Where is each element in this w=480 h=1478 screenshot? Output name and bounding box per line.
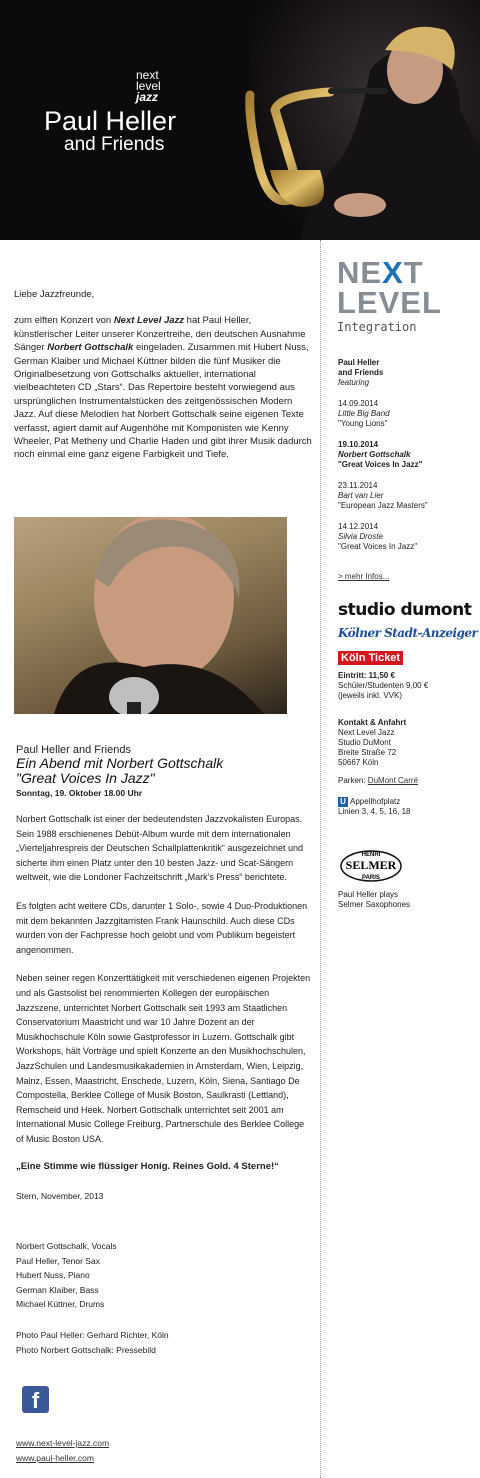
selmer-logo — [338, 848, 404, 884]
header-subtitle: and Friends — [64, 134, 165, 155]
brand-next: next — [136, 68, 159, 82]
selmer-text: Paul Heller plays Selmer Saxophones — [338, 890, 411, 909]
event-body — [16, 812, 312, 1218]
series-title: Paul Heller — [338, 358, 380, 367]
singer-photo — [14, 517, 287, 714]
link-next-level-jazz[interactable]: www.next-level-jazz.com — [16, 1438, 110, 1448]
koeln-ticket-logo: Köln Ticket — [338, 651, 403, 665]
body-paragraph-3: Neben seiner regen Konzerttätigkeit mit verschiedenen eigenen Projekten und als Gastsolist bei renommierten Kollegen der europäischen Jazzszene, unterrichtet Norbert Gottschalk seit 1993 am Staatlichen Conservatorium Maastricht und war 10 Jahre Dozent an der Musikhochschule Köln sowie Gastprofessor in Luzern. Gottschalk gibt Workshops, hält Vorträge und spielt Konzerte an den Musikhochschulen, JazzSchulen und Landesmusikakademien in Amsterdam, Wien, Leipzig, Mainz, Essen, Maastricht, Enschede, Luzern, Köln, Siena, Santiago De Compostella, Berklee College of Musik Boston, Saulkrasti (Lettland), Remscheid und Heek. Norbert Gottschalk unterrichtet seit 2001 am International Music College Freiburg, Partnerschule des Berklee College of Music Boston USA. — [16, 973, 311, 1144]
sidebar — [320, 240, 480, 1478]
photo-credit-line: Photo Paul Heller: Gerhard Richter, Köln — [16, 1330, 169, 1340]
credit-line: Paul Heller, Tenor Sax — [16, 1255, 100, 1266]
photo-credits — [16, 1328, 312, 1357]
event-organizer: Paul Heller and Friends — [16, 744, 131, 756]
admission-info: Eintritt: 11,50 € Schüler/Studenten 9,00 € (jeweils inkl. VVK) — [338, 671, 429, 700]
series-featuring: featuring — [338, 378, 370, 387]
more-info-link[interactable]: > mehr Infos... — [338, 572, 390, 581]
event-headline: Ein Abend mit Norbert Gottschalk — [16, 755, 224, 771]
series-event: 14.12.2014 Silvia Droste "Great Voices In Jazz" — [338, 522, 418, 551]
concert-series — [338, 358, 478, 582]
next-level-integration-logo — [337, 255, 442, 334]
facebook-icon[interactable]: f — [22, 1386, 49, 1413]
press-quote: „Eine Stimme wie flüssiger Honig. Reines Gold. 4 Sterne!“ — [16, 1161, 279, 1173]
next-level-jazz-wordmark — [136, 70, 196, 103]
header-title: Paul Heller — [44, 106, 177, 136]
logo-next: NEXT — [337, 255, 424, 290]
koelner-stadt-anzeiger-logo: Kölner Stadt-Anzeiger — [338, 626, 478, 640]
website-links — [16, 1436, 109, 1465]
studio-dumont-logo: studio dumont — [338, 600, 472, 620]
event-subheadline: "Great Voices In Jazz" — [16, 770, 155, 786]
credit-line: German Klaiber, Bass — [16, 1284, 99, 1295]
credit-line: Hubert Nuss, Piano — [16, 1270, 90, 1281]
body-paragraph-1: Norbert Gottschalk ist einer der bedeutendsten Jazzvokalisten Europas. Sein 1988 erschienenes Debüt-Album wurde mit dem internationalen „Vierteljahrespreis der Deutschen Schallplattenkritik“ ausgezeichnet und sicherte ihm einen Platz unter den 10 besten Jazz- und Scat-Sängern weltweit, wie die Londoner Fachzeitschrift „Mark’s Press“ berichtete. — [16, 814, 303, 883]
saxophonist-photo — [220, 0, 480, 240]
series-event: 14.09.2014 Little Big Band "Young Lions" — [338, 399, 390, 428]
brand-level: level — [136, 79, 161, 93]
svg-text:HENRI: HENRI — [361, 852, 381, 858]
brand-jazz: jazz — [136, 90, 159, 104]
ubahn-icon: U — [338, 797, 348, 807]
intro-paragraph: zum elften Konzert von Next Level Jazz hat Paul Heller, künstlerischer Leiter unserer Konzertreihe, den deutschen Ausnahme Sänger Norbert Gottschalk eingeladen. Zusammen mit Hubert Nuss, German Klaiber und Michael Küttner bilden die fünf Musiker die Originalbesetzung von Gottschalks aktueller, international vielbeachteten CD „Stars“. Das Repertoire besteht vorwiegend aus ursprünglichen Instrumentalstücken des zeitgenössischen Modern Jazz. Auf diese Melodien hat Norbert Gottschalk seine eigenen Texte verfasst, agiert damit auf Augenhöhe mit Komponisten wie Kenny Wheeler, Pat Metheny und Charlie Haden und gibt ihrer Musik dadurch noch einmal eine ganz eigene Farbigkeit und Tiefe. — [14, 315, 312, 461]
series-event: 23.11.2014 Bart van Lier "European Jazz Masters" — [338, 481, 428, 510]
header-banner — [0, 0, 480, 240]
svg-text:SELMER: SELMER — [345, 858, 397, 872]
parking-link[interactable]: DuMont Carré — [367, 776, 419, 785]
logo-integration: Integration — [337, 320, 417, 334]
svg-text:PARIS: PARIS — [362, 875, 380, 881]
logo-level: LEVEL — [337, 285, 442, 320]
intro-text — [14, 288, 312, 475]
credit-line: Norbert Gottschalk, Vocals — [16, 1241, 117, 1251]
credit-line: Michael Küttner, Drums — [16, 1299, 105, 1310]
contact-info: Kontakt & Anfahrt Next Level Jazz Studio DuMont Breite Straße 72 50667 Köln — [338, 718, 407, 767]
greeting: Liebe Jazzfreunde, — [14, 289, 95, 300]
press-quote-source: Stern, November, 2013 — [16, 1191, 104, 1202]
body-paragraph-2: Es folgten acht weitere CDs, darunter 1 Solo-, sowie 4 Duo-Produktionen mit dem bekannten Jazzgitarristen Frank Haunschild. Auch diese CDs wurden von der Fachpresse hoch gelobt und vom Publikum begeistert angenommen. — [16, 900, 308, 955]
series-event-current: 19.10.2014 Norbert Gottschalk "Great Voices In Jazz" — [338, 440, 423, 469]
transit-info: U Appellhofplatz Linien 3, 4, 5, 16, 18 — [338, 797, 411, 816]
series-title-2: and Friends — [338, 368, 384, 377]
event-heading — [16, 744, 312, 798]
parking-info: Parken: DuMont Carré — [338, 776, 419, 785]
photo-credit-line: Photo Norbert Gottschalk: Pressebild — [16, 1344, 156, 1355]
link-paul-heller[interactable]: www.paul-heller.com — [16, 1452, 94, 1463]
event-date: Sonntag, 19. Oktober 18.00 Uhr — [16, 788, 143, 798]
musician-credits — [16, 1239, 312, 1312]
